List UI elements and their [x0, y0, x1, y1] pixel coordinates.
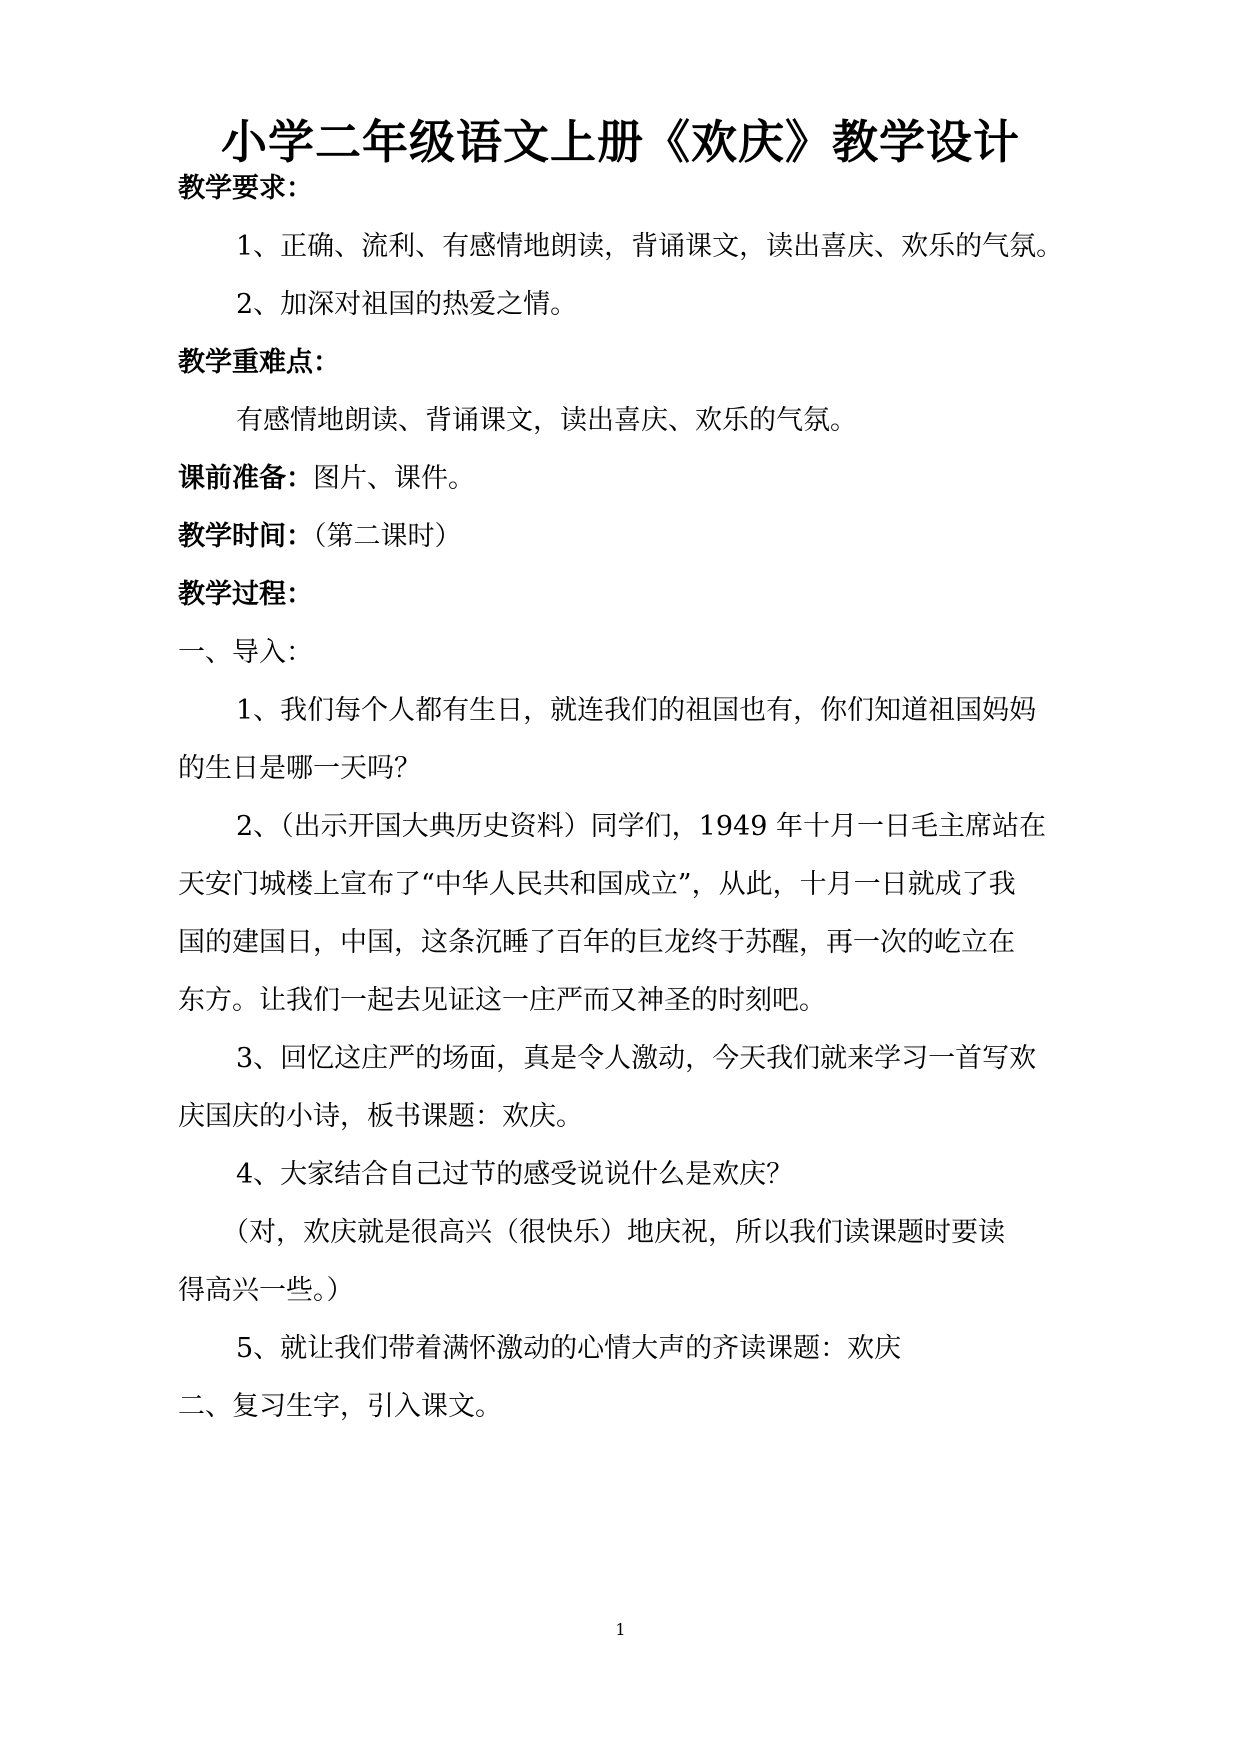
paragraph-line: 2、（出示开国大典历史资料）同学们，1949 年十月一日毛主席站在 — [236, 811, 1046, 842]
paragraph-line: 3、回忆这庄严的场面，真是令人激动，今天我们就来学习一首写欢 — [236, 1043, 1037, 1074]
paragraph-line: （对，欢庆就是很高兴（很快乐）地庆祝，所以我们读课题时要读 — [222, 1217, 1005, 1248]
paragraph-line: 东方。让我们一起去见证这一庄严而又神圣的时刻吧。 — [178, 985, 826, 1016]
paragraph-line: 庆国庆的小诗，板书课题：欢庆。 — [178, 1101, 583, 1132]
heading-teaching-time: 教学时间： — [178, 521, 313, 552]
heading-teaching-process: 教学过程： — [178, 579, 313, 610]
paragraph-line: 4、大家结合自己过节的感受说说什么是欢庆？ — [236, 1159, 794, 1190]
heading-teaching-requirements: 教学要求： — [178, 173, 313, 204]
page-number: 1 — [615, 1620, 626, 1639]
preparation-row — [178, 459, 475, 499]
heading-preparation: 课前准备： — [178, 463, 313, 494]
section-introduction: 一、导入： — [178, 637, 313, 668]
paragraph-line: 天安门城楼上宣布了“中华人民共和国成立”，从此，十月一日就成了我 — [178, 869, 1016, 900]
paragraph-line: 国的建国日，中国，这条沉睡了百年的巨龙终于苏醒，再一次的屹立在 — [178, 927, 1015, 958]
section-review: 二、复习生字，引入课文。 — [178, 1391, 502, 1422]
preparation-text: 图片、课件。 — [313, 463, 475, 494]
heading-key-points: 教学重难点： — [178, 347, 340, 378]
requirement-1: 1、正确、流利、有感情地朗读，背诵课文，读出喜庆、欢乐的气氛。 — [236, 231, 1064, 262]
paragraph-line: 5、就让我们带着满怀激动的心情大声的齐读课题：欢庆 — [236, 1333, 902, 1364]
document-title: 小学二年级语文上册《欢庆》教学设计 — [221, 115, 1020, 169]
teaching-time-text: （第二课时） — [313, 521, 462, 552]
paragraph-line: 的生日是哪一天吗？ — [178, 753, 421, 784]
teaching-time-row — [178, 517, 462, 557]
paragraph-line: 1、我们每个人都有生日，就连我们的祖国也有，你们知道祖国妈妈 — [236, 695, 1037, 726]
requirement-2: 2、加深对祖国的热爱之情。 — [236, 289, 578, 320]
key-points-text: 有感情地朗读、背诵课文，读出喜庆、欢乐的气氛。 — [236, 405, 857, 436]
paragraph-line: 得高兴一些。） — [178, 1275, 354, 1306]
